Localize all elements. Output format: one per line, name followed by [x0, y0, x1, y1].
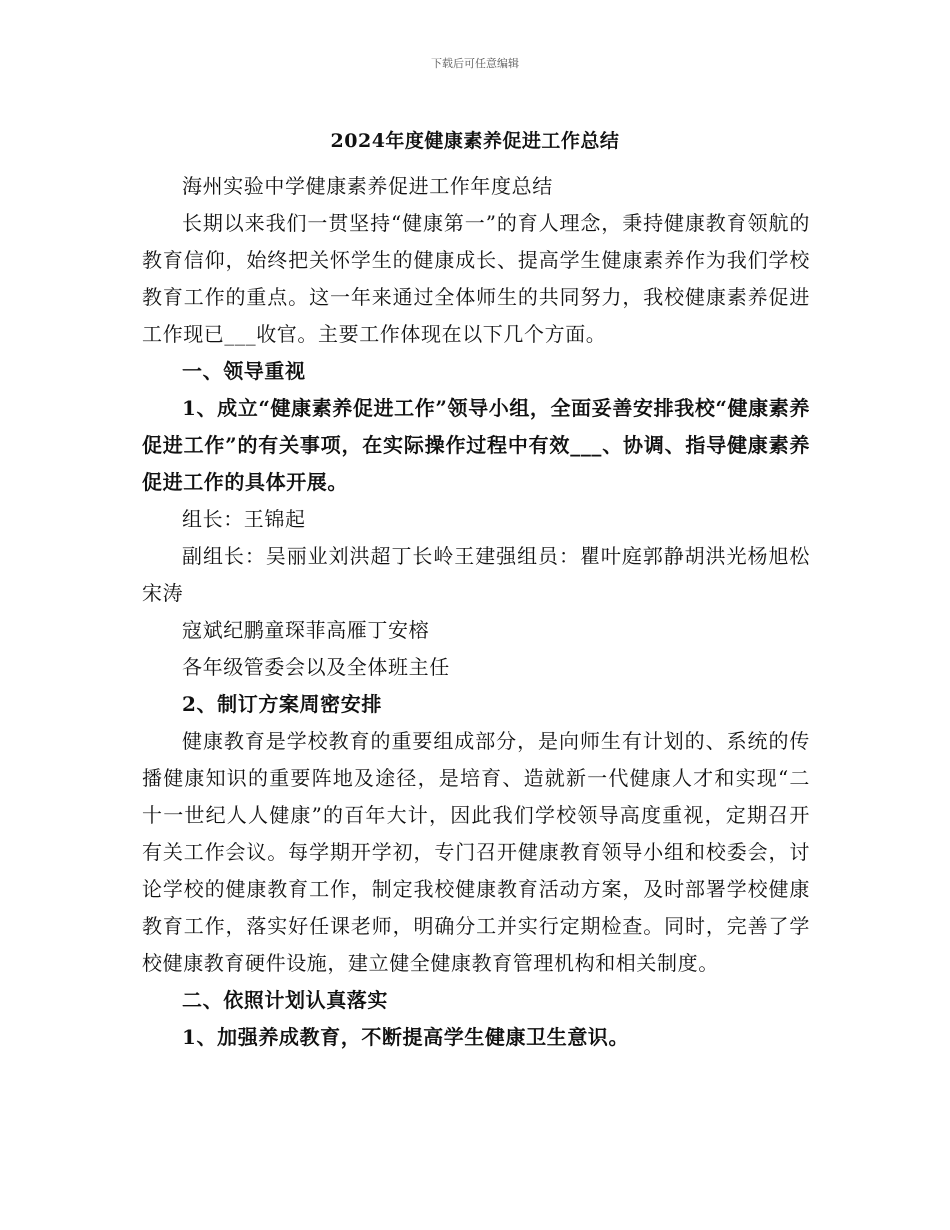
subsection-plan: 2、制订方案周密安排	[182, 692, 382, 716]
document-title: 2024年度健康素养促进工作总结	[330, 130, 620, 152]
group-leader-line: 组长：王锦起	[182, 507, 306, 531]
section-heading-leadership: 一、领导重视	[182, 359, 306, 383]
intro-paragraph: 长期以来我们一贯坚持“健康第一”的育人理念，秉持健康教育领航的教育信仰，始终把关怀学生的健康成长、提高学生健康素养作为我们学校教育工作的重点。这一年来通过全体师生的共同努力，我校健康素养促进工作现已___收官。主要工作体现在以下几个方面。	[142, 211, 810, 346]
document-body	[142, 168, 810, 1056]
committees-line: 各年级管委会以及全体班主任	[182, 655, 450, 679]
section-heading-implementation: 二、依照计划认真落实	[182, 988, 388, 1012]
members-line: 寇斌纪鹏童琛菲高雁丁安榕	[182, 618, 430, 642]
school-summary-subtitle: 海州实验中学健康素养促进工作年度总结	[182, 174, 553, 198]
plan-paragraph: 健康教育是学校教育的重要组成部分，是向师生有计划的、系统的传播健康知识的重要阵地及途径，是培育、造就新一代健康人才和实现“二十一世纪人人健康”的百年大计，因此我们学校领导高度重视，定期召开有关工作会议。每学期开学初，专门召开健康教育领导小组和校委会，讨论学校的健康教育工作，制定我校健康教育活动方案，及时部署学校健康教育工作，落实好任课老师，明确分工并实行定期检查。同时，完善了学校健康教育硬件设施，建立健全健康教育管理机构和相关制度。	[142, 729, 810, 975]
subsection-habit-education: 1、加强养成教育，不断提高学生健康卫生意识。	[182, 1025, 630, 1049]
subsection-leading-group: 1、成立“健康素养促进工作”领导小组，全面妥善安排我校“健康素养促进工作”的有关事项，在实际操作过程中有效___、协调、指导健康素养促进工作的具体开展。	[142, 396, 810, 494]
deputy-leaders-line: 副组长：吴丽业刘洪超丁长岭王建强组员：瞿叶庭郭静胡洪光杨旭松宋涛	[142, 544, 810, 605]
page-header-note: 下载后可任意编辑	[431, 57, 519, 70]
